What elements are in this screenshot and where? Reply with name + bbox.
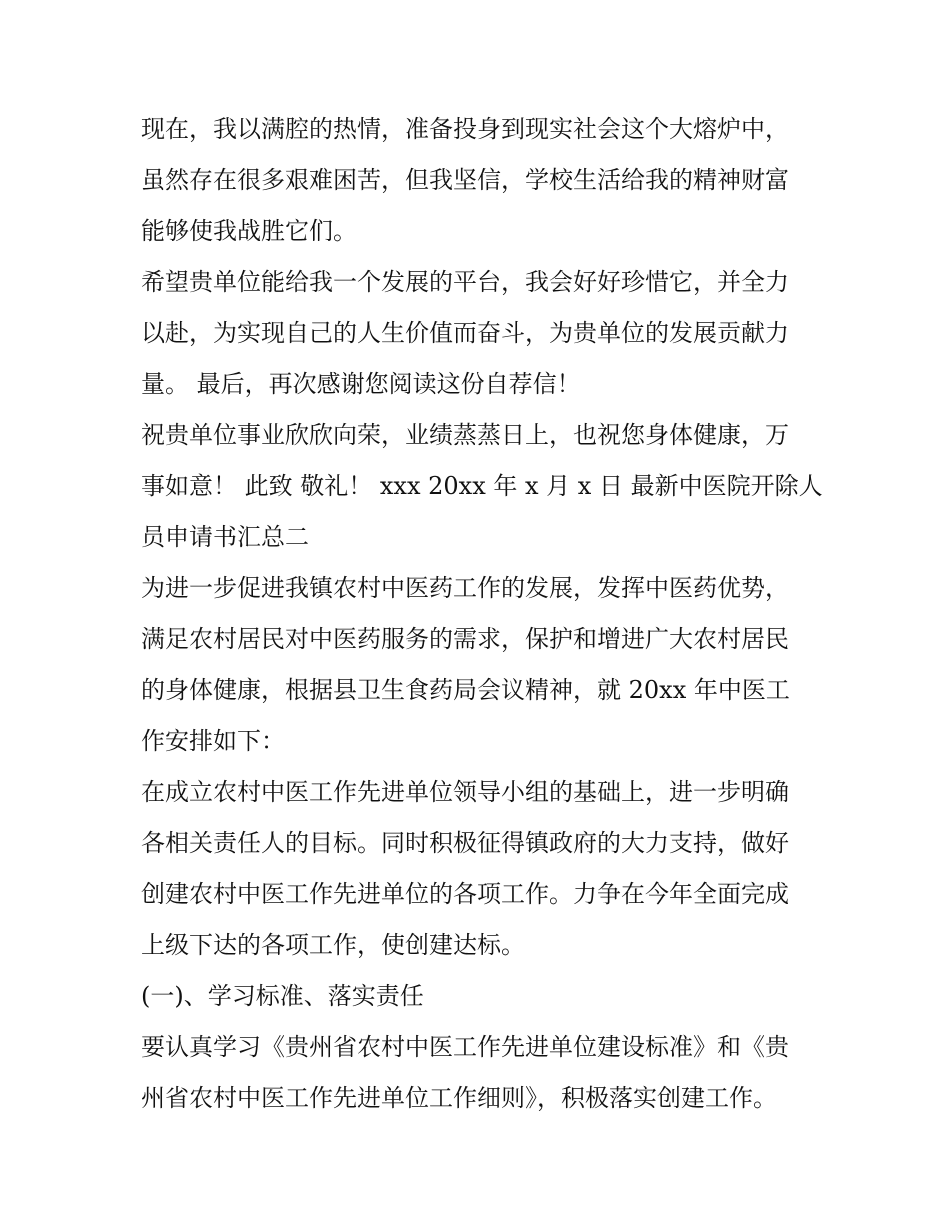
text-line: 以赴，为实现自己的人生价值而奋斗，为贵单位的发展贡献力 (141, 319, 789, 347)
text-line: 为进一步促进我镇农村中医药工作的发展，发挥中医药优势， (141, 574, 789, 602)
text-line: 的身体健康，根据县卫生食药局会议精神，就 20xx 年中医工 (141, 676, 790, 704)
text-line: 现在，我以满腔的热情，准备投身到现实社会这个大熔炉中， (141, 115, 789, 143)
text-line: 创建农村中医工作先进单位的各项工作。力争在今年全面完成 (141, 880, 789, 908)
text-line: 各相关责任人的目标。同时积极征得镇政府的大力支持，做好 (141, 829, 789, 857)
text-line: 上级下达的各项工作，使创建达标。 (141, 931, 525, 959)
section-heading: (一)、学习标准、落实责任 (141, 982, 424, 1010)
text-line: 祝贵单位事业欣欣向荣，业绩蒸蒸日上，也祝您身体健康，万 (141, 421, 789, 449)
text-line: 要认真学习《贵州省农村中医工作先进单位建设标准》和《贵 (141, 1033, 789, 1061)
text-line: 在成立农村中医工作先进单位领导小组的基础上，进一步明确 (141, 778, 789, 806)
text-line: 满足农村居民对中医药服务的需求，保护和增进广大农村居民 (141, 625, 789, 653)
text-line: 员申请书汇总二 (141, 523, 309, 551)
text-line: 能够使我战胜它们。 (141, 217, 357, 245)
text-line: 事如意！ 此致 敬礼！ xxx 20xx 年 x 月 x 日 最新中医院开除人 (141, 472, 823, 500)
text-line: 虽然存在很多艰难困苦，但我坚信，学校生活给我的精神财富 (141, 166, 789, 194)
text-line: 量。 最后，再次感谢您阅读这份自荐信！ (141, 370, 581, 398)
text-line: 作安排如下： (141, 727, 285, 755)
text-line: 希望贵单位能给我一个发展的平台，我会好好珍惜它，并全力 (141, 268, 789, 296)
text-line: 州省农村中医工作先进单位工作细则》，积极落实创建工作。 (141, 1084, 777, 1112)
